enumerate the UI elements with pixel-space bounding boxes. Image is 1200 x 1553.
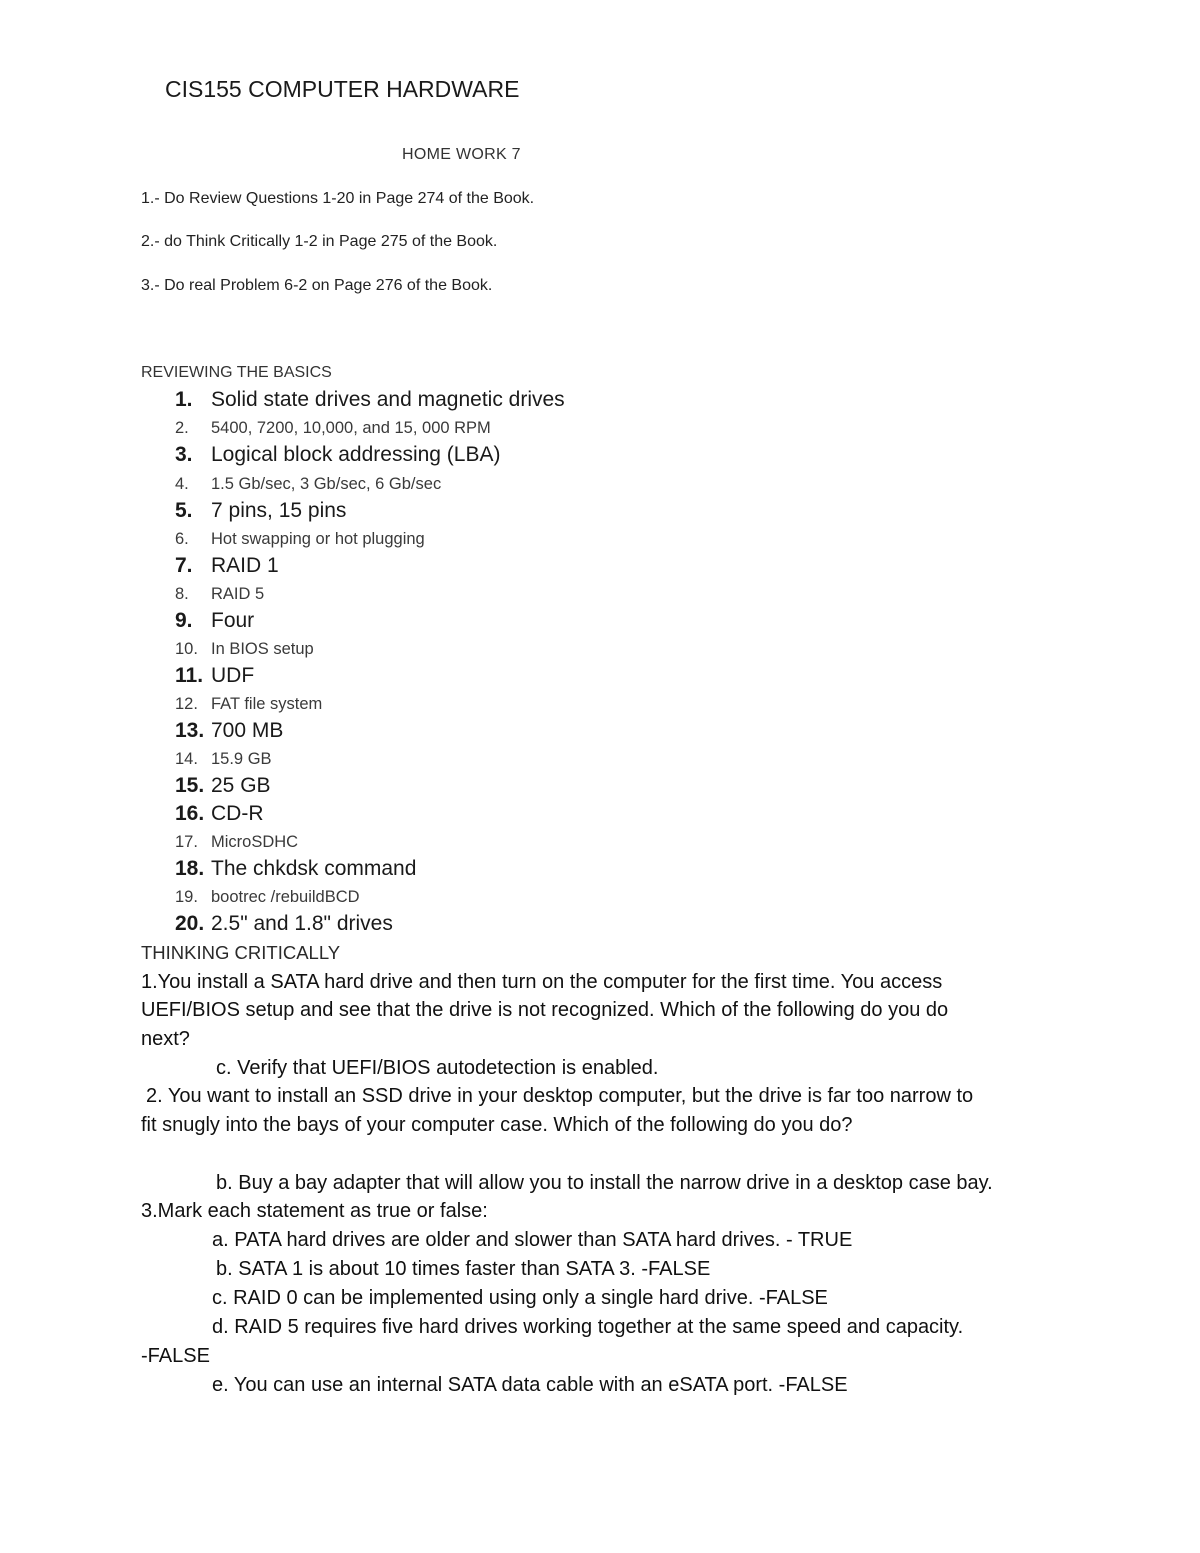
course-title: CIS155 COMPUTER HARDWARE bbox=[165, 76, 520, 102]
list-item bbox=[175, 773, 271, 799]
list-item bbox=[175, 498, 346, 524]
item-number: 10. bbox=[175, 640, 198, 658]
item-number: 17. bbox=[175, 833, 198, 851]
item-number: 11. bbox=[175, 664, 204, 687]
task-item: 1.- Do Review Questions 1-20 in Page 274 of the Book. bbox=[141, 190, 535, 207]
item-number: 16. bbox=[175, 802, 205, 825]
question-line: next? bbox=[141, 1028, 190, 1050]
list-item bbox=[175, 471, 441, 497]
item-text: bootrec /rebuildBCD bbox=[211, 888, 360, 906]
item-text: 700 MB bbox=[211, 719, 284, 742]
item-text: Logical block addressing (LBA) bbox=[211, 443, 501, 466]
task-item: 3.- Do real Problem 6-2 on Page 276 of the Book. bbox=[141, 277, 493, 294]
list-item bbox=[175, 829, 298, 855]
question-line: UEFI/BIOS setup and see that the drive is not recognized. Which of the following do you do bbox=[141, 999, 949, 1021]
thinking-heading: THINKING CRITICALLY bbox=[141, 942, 341, 963]
list-item bbox=[175, 526, 425, 552]
item-text: Four bbox=[211, 609, 255, 632]
item-number: 15. bbox=[175, 774, 205, 797]
list-item bbox=[175, 801, 264, 827]
item-number: 19. bbox=[175, 888, 198, 906]
list-item bbox=[175, 442, 501, 468]
item-number: 6. bbox=[175, 530, 189, 548]
list-item bbox=[175, 581, 264, 607]
item-number: 18. bbox=[175, 857, 205, 880]
item-text: The chkdsk command bbox=[211, 857, 417, 880]
item-number: 2. bbox=[175, 419, 189, 437]
item-text: In BIOS setup bbox=[211, 640, 314, 658]
item-number: 9. bbox=[175, 609, 193, 632]
item-text: Hot swapping or hot plugging bbox=[211, 530, 425, 548]
item-text: CD-R bbox=[211, 802, 264, 825]
item-number: 3. bbox=[175, 443, 193, 466]
item-number: 1. bbox=[175, 388, 193, 411]
list-item bbox=[175, 663, 254, 689]
item-number: 13. bbox=[175, 719, 205, 742]
statement-answer: b. SATA 1 is about 10 times faster than SATA 3. -FALSE bbox=[216, 1258, 711, 1280]
item-text: MicroSDHC bbox=[211, 833, 299, 851]
list-item bbox=[175, 387, 565, 413]
item-number: 12. bbox=[175, 695, 198, 713]
list-item bbox=[175, 636, 314, 662]
list-item bbox=[175, 691, 322, 717]
list-item bbox=[175, 911, 393, 937]
homework-title: HOME WORK 7 bbox=[402, 146, 521, 163]
item-text: RAID 5 bbox=[211, 585, 265, 603]
task-item: 2.- do Think Critically 1-2 in Page 275 of the Book. bbox=[141, 233, 498, 250]
item-text: 15.9 GB bbox=[211, 750, 272, 768]
list-item bbox=[175, 608, 254, 634]
item-number: 8. bbox=[175, 585, 189, 603]
answer-text: c. Verify that UEFI/BIOS autodetection is enabled. bbox=[216, 1057, 659, 1079]
item-text: RAID 1 bbox=[211, 554, 279, 577]
answer-text: b. Buy a bay adapter that will allow you to install the narrow drive in a desktop case bay. bbox=[216, 1172, 993, 1194]
reviewing-heading: REVIEWING THE BASICS bbox=[141, 364, 332, 381]
item-number: 14. bbox=[175, 750, 198, 768]
statement-answer: c. RAID 0 can be implemented using only a single hard drive. -FALSE bbox=[212, 1287, 828, 1309]
item-text: 1.5 Gb/sec, 3 Gb/sec, 6 Gb/sec bbox=[211, 475, 442, 493]
item-number: 5. bbox=[175, 499, 193, 522]
item-text: Solid state drives and magnetic drives bbox=[211, 388, 565, 411]
list-item bbox=[175, 415, 491, 441]
list-item bbox=[175, 884, 360, 910]
item-text: 7 pins, 15 pins bbox=[211, 499, 347, 522]
item-number: 20. bbox=[175, 912, 205, 935]
item-text: FAT file system bbox=[211, 695, 323, 713]
question-line: 2. You want to install an SSD drive in your desktop computer, but the drive is far too narrow to bbox=[146, 1085, 974, 1107]
list-item bbox=[175, 746, 272, 772]
question-line: 3.Mark each statement as true or false: bbox=[141, 1200, 488, 1222]
question-line: 1.You install a SATA hard drive and then turn on the computer for the first time. You access bbox=[141, 971, 943, 993]
item-text: 5400, 7200, 10,000, and 15, 000 RPM bbox=[211, 419, 491, 437]
item-text: 25 GB bbox=[211, 774, 271, 797]
item-number: 4. bbox=[175, 475, 189, 493]
statement-answer: a. PATA hard drives are older and slower than SATA hard drives. - TRUE bbox=[212, 1229, 853, 1251]
statement-answer: -FALSE bbox=[141, 1345, 210, 1367]
statement-answer: e. You can use an internal SATA data cable with an eSATA port. -FALSE bbox=[212, 1374, 848, 1396]
item-number: 7. bbox=[175, 554, 193, 577]
item-text: 2.5" and 1.8" drives bbox=[211, 912, 393, 935]
statement-answer: d. RAID 5 requires five hard drives working together at the same speed and capacity. bbox=[212, 1316, 964, 1338]
list-item bbox=[175, 718, 283, 744]
question-line: fit snugly into the bays of your computer case. Which of the following do you do? bbox=[141, 1114, 853, 1136]
list-item bbox=[175, 553, 279, 579]
item-text: UDF bbox=[211, 664, 255, 687]
list-item bbox=[175, 856, 416, 882]
